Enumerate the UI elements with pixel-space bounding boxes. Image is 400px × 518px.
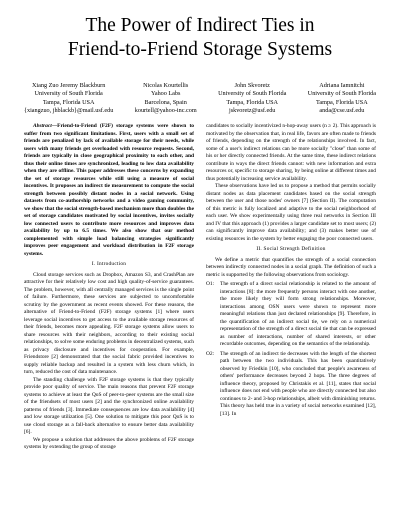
author-affiliation: University of South Florida — [307, 90, 376, 98]
author-email: {xiangzuo, jhblackb}@mail.usf.edu — [24, 106, 114, 114]
author-location: Barcelona, Spain — [144, 98, 187, 106]
right-column — [206, 123, 376, 418]
observation-o1 — [206, 281, 376, 349]
section-heading-introduction: I. Introduction — [91, 261, 127, 267]
section-heading-social-strength: II. Social Strength Definition — [256, 246, 326, 252]
paper-title-line-1: The Power of Indirect Ties in — [85, 15, 315, 36]
author-4 — [308, 82, 376, 115]
author-affiliation: University of South Florida — [34, 90, 103, 98]
author-affiliation: Yahoo Labs — [150, 90, 181, 98]
author-1 — [24, 82, 113, 115]
author-email: jskvoretz@usf.edu — [228, 106, 276, 114]
abstract-text: —Friend-to-Friend (F2F) storage systems were shown to suffer from two significant limitations. First, users with a small set of friends are penalized by lack of available storage for their needs, while users with many friends get overloaded with resource requests. Second, friends are typically in close geographical proximity to each other, and thus their online times are synchronized, leading to low data availability when they are offline. This paper addresses these concerns by expanding the set of storage resources while still using a measure of social incentives. It proposes an indirect tie measurement to compute the social strength between possibly distant nodes in a social network. Using datasets from co-authorship networks and a video gaming community, we show that the social strength-based mechanism more than doubles the set of storage candidates motivated by social incentives, invites socially low connected users to contribute more resources and improves data availability by up to 6.5 times. We also show that our method complemented with simple load balancing strategies significantly improves peer engagement and workload distribution in F2F storage systems. — [24, 123, 194, 257]
observation-label: O1: — [206, 281, 215, 287]
observation-text: The strength of a direct social relationship is related to the amount of interactions [8]: the more frequently persons interact with one another, the more likely they will form strong relationships. Moreover, interactions among OSN users were shown to represent more meaningful relations than just declared relationships [9]. Therefore, in the quantification of an indirect social tie, we rely on a numerical representation of the strength of a direct social tie that can be expressed as number of interactions, number of shared interests, or other recordable outcomes, depending on the semantics of the relationship. — [220, 281, 376, 347]
author-email: anda@cse.usf.edu — [319, 106, 365, 114]
author-3 — [218, 82, 286, 115]
author-name: John Skvoretz — [234, 82, 270, 89]
author-affiliation: University of South Florida — [218, 90, 287, 98]
intro-paragraph-3: We propose a solution that addresses the above problems of F2F storage systems by extending the group of storage — [24, 436, 194, 450]
paper-title-line-2: Friend-to-Friend Storage Systems — [67, 39, 333, 60]
abstract-label: Abstract — [33, 123, 52, 129]
section2-paragraph-1: We define a metric that quantifies the strength of a social connection between indirectly connected nodes in a social graph. The definition of such a metric is supported by the following observations from sociology. — [206, 256, 376, 278]
author-name: Adriana Iamnitchi — [319, 82, 365, 89]
author-email: kourtell@yahoo-inc.com — [134, 106, 197, 114]
intro-paragraph-4: These observations have led us to propose a method that permits socially distant nodes as data placement candidates based on the social strength between the user and those nodes' owners [7] (Section II). The computation of this metric is fully localized and adaptive to the social neighborhood of each user. We show experimentally using three real networks in Section III and IV that this approach (1) provides a larger candidate set to most users; (2) can significantly improve data availability; and (3) makes better use of existing resources in the system by better engaging the poor connected users. — [206, 183, 376, 242]
author-name: Nicolas Kourtellis — [143, 82, 189, 89]
observation-label: O2: — [206, 350, 215, 357]
observation-o2 — [206, 351, 376, 419]
intro-paragraph-2: The standing challenge with F2F storage systems is that they typically provide poor quality of service. The main reasons that prevent F2F storage systems to achieve at least the QoS of peer-to-peer systems are the small size of the friendsets of most users [2] and the synchronized online availability patterns of friends [3]. Immediate consequences are low data availability [4] and low storage utilization [5]. One solution to mitigate this poor QoS is to use cloud storage as a fall-back alternative to ensure better data availability [6]. — [24, 376, 194, 435]
author-location: Tampa, Florida USA — [316, 98, 368, 106]
abstract — [24, 123, 194, 258]
intro-paragraph-1: Cloud storage services such as Dropbox, Amazon S3, and CrashPlan are attractive for their relatively low cost and high quality-of-service guarantees. The problem, however, with all centrally managed services is the single point of failure. Furthermore, these services are subjected to uncomfortable scrutiny by the government as recent events showed. For these reasons, the alternative of Friend-to-Friend (F2F) storage systems [1] where users leverage social incentives to get access to the available storage resources of their friends, becomes more appealing. F2F storage systems allow users to share resources with their neighbors, according to their existing social relationships, to solve some enduring problems in decentralized systems, such as privacy disclosure and incentives for cooperation. For example, Friendstore [2] demonstrated that the social fabric provided incentives to supply reliable backup and resulted in a system with less churn which, in turn, reduced the cost of data maintenance. — [24, 271, 194, 375]
author-2 — [135, 82, 197, 115]
author-block — [24, 82, 376, 115]
author-name: Xiang Zuo Jeremy Blackburn — [31, 82, 106, 89]
left-column — [24, 123, 194, 452]
observation-text: The strength of an indirect tie decreases with the length of the shortest path between the two individuals. This has been quantitatively observed by Friedkin [10], who concluded that people's awareness of others' performance decreases beyond 2 hops. The three degrees of influence theory, proposed by Christakis et al. [11], states that social influence does not end with people who are directly connected but also continues to 2- and 3-hop relationships, albeit with diminishing returns. This theory has held true in a variety of social networks examined [12], [13]. In — [220, 350, 376, 417]
author-location: Tampa, Florida USA — [226, 98, 279, 106]
author-location: Tampa, Florida USA — [42, 98, 95, 106]
intro-paragraph-3-continued: candidates to socially incentivized n-hop-away users (n ≥ 2). This approach is motivated by the observation that, in real life, favors are often made to friends of friends, depending on the strength of the relationships involved. In fact, some of a user's indirect relations can be more socially "close" than some of his or her directly connected friends. At the same time, these indirect relations contribute in ways the direct friends cannot: with new information and extra resources or, specific to storage sharing, by being online at different times and thus potentially increasing service availability. — [206, 123, 377, 182]
